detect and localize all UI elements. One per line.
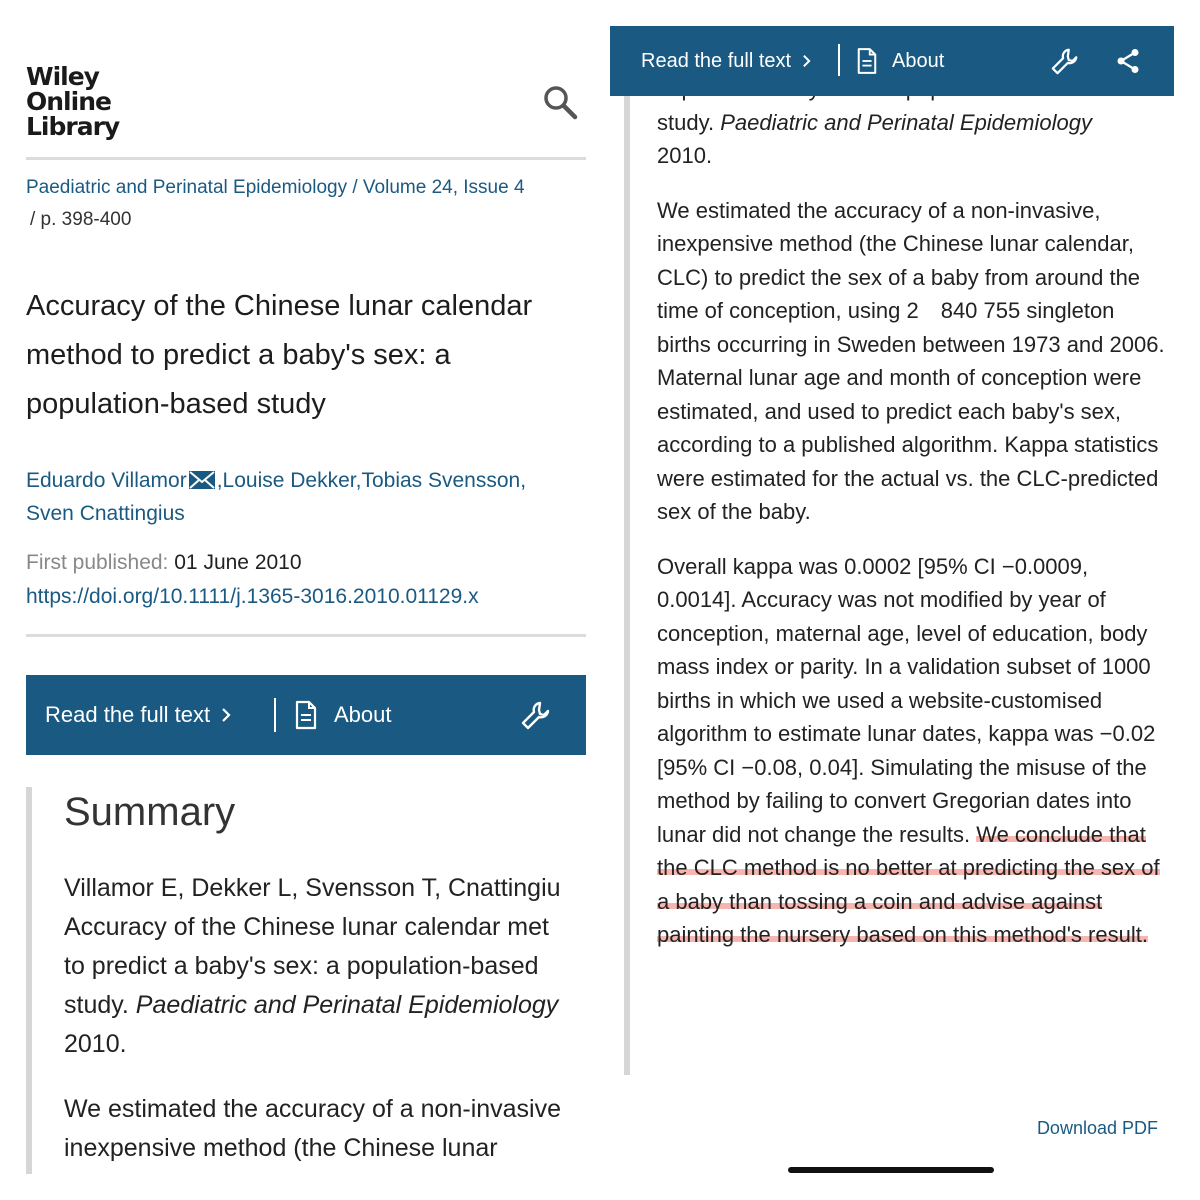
meta-divider — [26, 634, 586, 637]
first-published-label: First published: — [26, 551, 169, 574]
toolbar-divider — [274, 698, 276, 732]
citation-paragraph — [64, 869, 600, 1064]
sticky-article-toolbar — [610, 26, 1174, 96]
citation-line: study. — [64, 991, 136, 1019]
about-label: About — [334, 702, 392, 727]
abstract-start-paragraph — [64, 1090, 600, 1168]
results-text: Overall kappa was 0.0002 [95% CI −0.0009, 0.0014]. Accuracy was not modified by year of conception, maternal age, level of education, body mass index or parity. In a validation subset of 1000 births in which we used a website-customised algorithm to estimate lunar dates, kappa was −0.02 [95% CI −0.08, 0.04]. Simulating the misuse of the method by failing to convert Gregorian dates into lunar did not change the results. — [657, 553, 1156, 847]
citation-line: study. — [657, 109, 721, 135]
author-link[interactable]: ,Tobias Svensson — [355, 469, 521, 492]
document-icon — [856, 47, 878, 75]
wrench-icon[interactable] — [520, 699, 552, 731]
summary-accent-bar — [624, 90, 630, 1075]
chevron-right-icon — [220, 706, 232, 724]
read-full-text-button[interactable] — [45, 675, 232, 755]
author-list — [26, 464, 596, 530]
share-icon[interactable] — [1116, 48, 1140, 74]
download-pdf-link[interactable]: Download PDF — [1036, 1118, 1158, 1138]
right-screenshot — [610, 0, 1200, 1200]
logo-line-3: Library — [26, 112, 120, 141]
document-icon — [294, 700, 318, 730]
abstract-line: We estimated the accuracy of a non-invasive — [64, 1095, 562, 1123]
journal-name: Paediatric and Perinatal Epidemiology — [135, 991, 559, 1019]
logo-line-1: Wiley — [26, 62, 99, 91]
mail-icon[interactable] — [189, 470, 215, 490]
abstract-line: inexpensive method (the Chinese lunar — [64, 1134, 498, 1162]
about-button[interactable] — [856, 26, 944, 96]
author-link[interactable]: ,Louise Dekker — [216, 469, 356, 492]
wrench-icon[interactable] — [1050, 46, 1080, 76]
citation-line: 2010. — [657, 143, 713, 168]
read-full-text-button[interactable] — [641, 26, 812, 96]
breadcrumb[interactable]: Paediatric and Perinatal Epidemiology / Volume 24, Issue 4 — [26, 177, 525, 198]
article-toolbar — [26, 675, 586, 755]
home-indicator[interactable] — [788, 1167, 994, 1173]
first-published-date: 01 June 2010 — [174, 551, 302, 574]
first-published — [26, 551, 302, 575]
author-separator: , — [520, 469, 527, 492]
citation-line: to predict a baby's sex: a population-based — [64, 952, 539, 980]
about-label: About — [892, 49, 945, 72]
logo-line-2: Online — [26, 87, 111, 116]
abstract-text — [657, 72, 1165, 973]
chevron-right-icon — [801, 53, 812, 69]
journal-name: Paediatric and Perinatal Epidemiology — [720, 109, 1092, 135]
citation-line: Accuracy of the Chinese lunar calendar met — [64, 913, 549, 941]
read-full-text-label: Read the full text — [45, 702, 211, 727]
citation-line: Villamor E, Dekker L, Svensson T, Cnattingiu — [64, 874, 561, 902]
summary-text — [64, 869, 600, 1194]
doi-link[interactable]: https://doi.org/10.1111/j.1365-3016.2010.01129.x — [26, 585, 479, 608]
citation-line: 2010. — [64, 1030, 127, 1058]
header-divider — [26, 157, 586, 160]
highlighted-conclusion: We conclude that the CLC method is no better at predicting the sex of a baby than tossing a coin and advise against painting the nursery based on this method's result. — [657, 821, 1160, 947]
article-title: Accuracy of the Chinese lunar calendar method to predict a baby's sex: a population-based study — [26, 290, 533, 420]
author-link[interactable]: Eduardo Villamor — [26, 469, 187, 492]
read-full-text-label: Read the full text — [641, 49, 792, 72]
summary-accent-bar — [26, 787, 32, 1174]
about-button[interactable] — [294, 675, 392, 755]
page-range: / p. 398-400 — [30, 209, 132, 230]
methods-paragraph: We estimated the accuracy of a non-invasive, inexpensive method (the Chinese lunar calendar, CLC) to predict the sex of a baby from around the time of conception, using 2 840 755 singleton births occurring in Sweden between 1973 and 2006. Maternal lunar age and month of conception were estimated, and used to predict each baby's sex, according to a published algorithm. Kappa statistics were estimated for the actual vs. the CLC-predicted sex of the baby. — [657, 197, 1165, 524]
summary-heading: Summary — [64, 790, 236, 834]
results-paragraph — [657, 550, 1165, 952]
toolbar-divider — [838, 44, 840, 76]
wiley-logo[interactable] — [26, 64, 119, 139]
search-icon[interactable] — [542, 84, 578, 120]
author-link[interactable]: Sven Cnattingius — [26, 502, 185, 525]
